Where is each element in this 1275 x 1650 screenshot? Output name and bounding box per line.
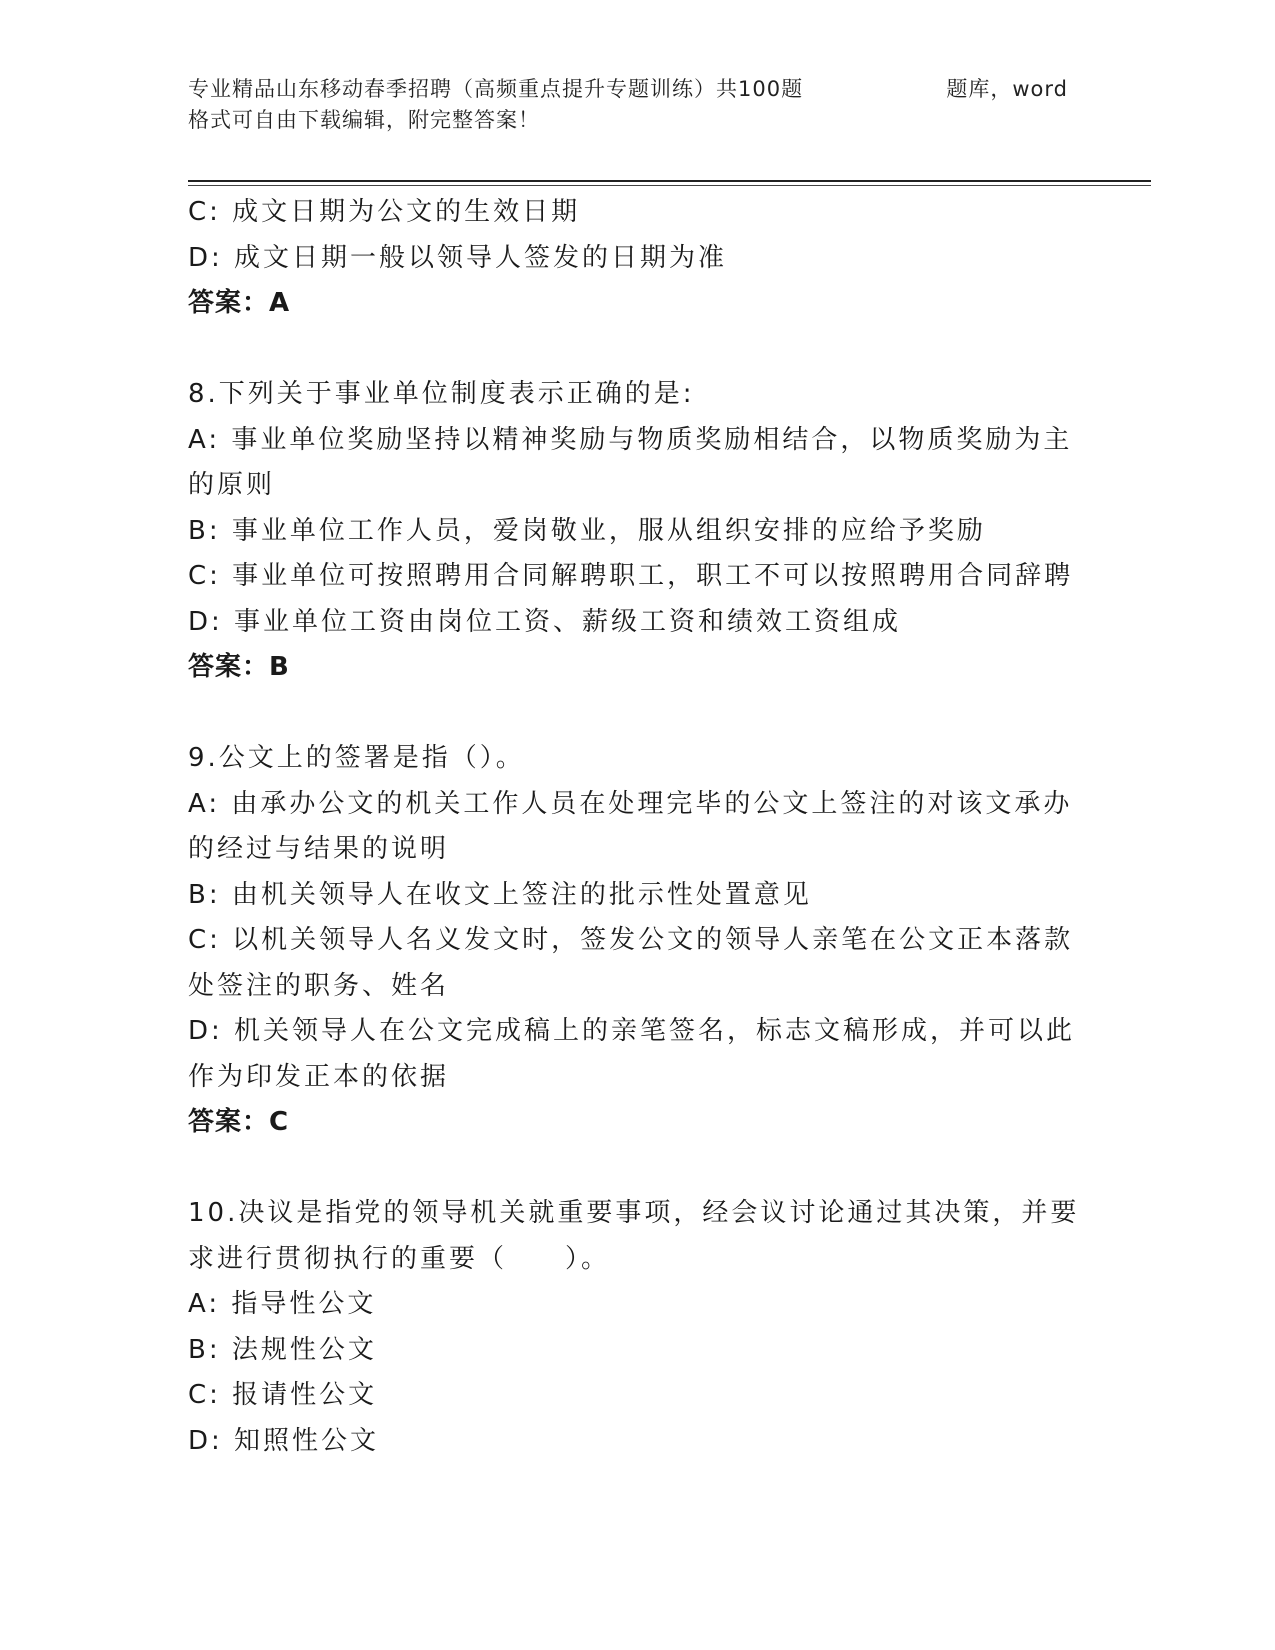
option-a: A: 事业单位奖励坚持以精神奖励与物质奖励相结合，以物质奖励为主 (188, 424, 1073, 455)
question-9 (188, 736, 1088, 1146)
option-c-continued: 处签注的职务、姓名 (188, 970, 450, 1001)
option-d: D: 机关领导人在公文完成稿上的亲笔签名，标志文稿形成，并可以此 (188, 1016, 1076, 1046)
option-a: A: 由承办公文的机关工作人员在处理完毕的公文上签注的对该文承办 (188, 788, 1073, 819)
question-7-tail (188, 190, 1088, 327)
option-c: C: 报请性公文 (188, 1380, 378, 1410)
question-10 (188, 1191, 1088, 1464)
option-a: A: 指导性公文 (188, 1289, 377, 1319)
header-divider-thin (188, 185, 1151, 186)
option-a-continued: 的经过与结果的说明 (188, 834, 450, 864)
option-d: D: 事业单位工资由岗位工资、薪级工资和绩效工资组成 (188, 606, 902, 637)
question-8 (188, 372, 1088, 691)
option-d: D: 知照性公文 (188, 1425, 380, 1456)
answer-label: 答案：B (188, 652, 290, 682)
answer-label: 答案：C (188, 1107, 290, 1137)
option-b: B: 事业单位工作人员，爱岗敬业，服从组织安排的应给予奖励 (188, 515, 986, 546)
answer-label: 答案：A (188, 288, 291, 318)
header-title-line2: 格式可自由下载编辑，附完整答案！ (188, 108, 540, 132)
option-d-continued: 作为印发正本的依据 (188, 1061, 450, 1092)
header-title-line (188, 74, 1068, 105)
option-d: D: 成文日期一般以领导人签发的日期为准 (188, 242, 728, 273)
header-title-right: 题库，word (946, 77, 1068, 101)
option-c: C: 事业单位可按照聘用合同解聘职工，职工不可以按照聘用合同辞聘 (188, 561, 1074, 591)
spacer (188, 691, 1088, 737)
option-a-continued: 的原则 (188, 470, 276, 500)
option-c: C: 以机关领导人名义发文时，签发公文的领导人亲笔在公文正本落款 (188, 925, 1074, 955)
spacer (188, 1146, 1088, 1192)
question-stem-continued: 求进行贯彻执行的重要（ ）。 (188, 1243, 611, 1274)
option-c: C: 成文日期为公文的生效日期 (188, 197, 581, 227)
page-header (188, 74, 1088, 136)
question-content (188, 190, 1088, 1464)
question-stem: 10.决议是指党的领导机关就重要事项，经会议讨论通过其决策，并要 (188, 1198, 1080, 1228)
header-divider-thick (188, 180, 1151, 182)
option-b: B: 由机关领导人在收文上签注的批示性处置意见 (188, 879, 812, 910)
question-stem: 8.下列关于事业单位制度表示正确的是: (188, 379, 695, 409)
option-b: B: 法规性公文 (188, 1334, 377, 1365)
spacer (188, 327, 1088, 373)
header-title-left: 专业精品山东移动春季招聘（高频重点提升专题训练）共100题 (188, 77, 804, 101)
question-stem: 9.公文上的签署是指（）。 (188, 743, 525, 773)
